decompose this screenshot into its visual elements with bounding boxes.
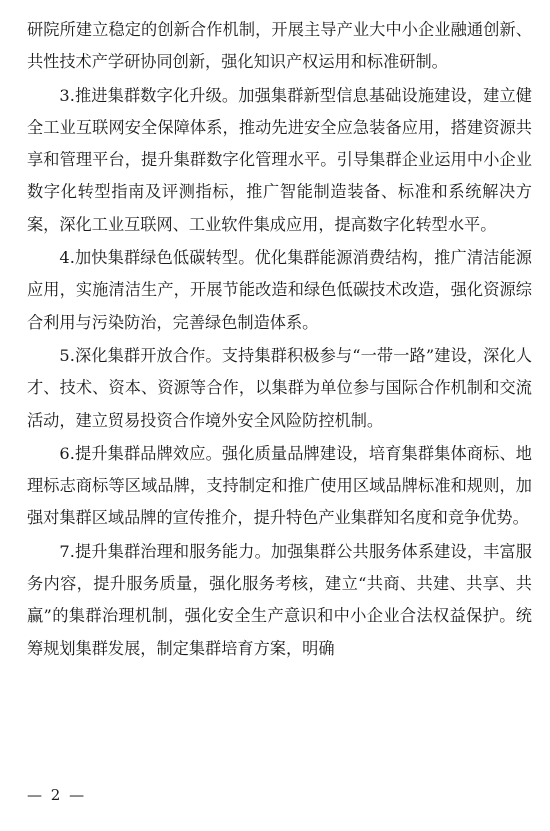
page-number: — 2 —	[27, 786, 87, 804]
document-page	[27, 0, 532, 665]
paragraph-text: 加强集群新型信息基础设施建设，建立健全工业互联网安全保障体系，推动先进安全应急装备应用，搭建资源共享和管理平台，提升集群数字化管理水平。引导集群企业运用中小企业数字化转型指南及评测指标，推广智能制造装备、标准和系统解决方案，深化工业互联网、工业软件集成应用，提高数字化转型水平。	[27, 85, 532, 234]
paragraph-digitalization	[27, 80, 532, 241]
paragraph-continuation	[27, 14, 532, 79]
paragraph-green-low-carbon	[27, 242, 532, 339]
paragraph-lead: 3.推进集群数字化升级。	[59, 85, 239, 105]
paragraph-open-cooperation	[27, 340, 532, 437]
paragraph-text: 优化集群能源消费结构，推广清洁能源应用，实施清洁生产，开展节能改造和绿色低碳技术改造，强化资源综合利用与污染防治，完善绿色制造体系。	[27, 248, 532, 332]
paragraph-text: 研院所建立稳定的创新合作机制，开展主导产业大中小企业融通创新、共性技术产学研协同创新，强化知识产权运用和标准研制。	[27, 20, 532, 72]
paragraph-lead: 7.提升集群治理和服务能力。	[59, 541, 271, 561]
paragraph-text: 强化质量品牌建设，培育集群集体商标、地理标志商标等区域品牌，支持制定和推广使用区域品牌标准和规则，加强对集群区域品牌的宣传推介，提升特色产业集群知名度和竞争优势。	[27, 443, 532, 528]
paragraph-text: 支持集群积极参与“一带一路”建设，深化人才、技术、资本、资源等合作，以集群为单位参与国际合作机制和交流活动，建立贸易投资合作境外安全风险防控机制。	[27, 345, 532, 430]
paragraph-governance-service	[27, 536, 532, 665]
paragraph-lead: 4.加快集群绿色低碳转型。	[59, 248, 255, 268]
paragraph-lead: 6.提升集群品牌效应。	[59, 443, 222, 463]
paragraph-brand-effect	[27, 438, 532, 535]
paragraph-lead: 5.深化集群开放合作。	[59, 345, 222, 365]
paragraph-text: 加强集群公共服务体系建设，丰富服务内容，提升服务质量，强化服务考核，建立“共商、共建、共享、共赢”的集群治理机制，强化安全生产意识和中小企业合法权益保护。统筹规划集群发展，制定集群培育方案，明确	[27, 541, 532, 658]
